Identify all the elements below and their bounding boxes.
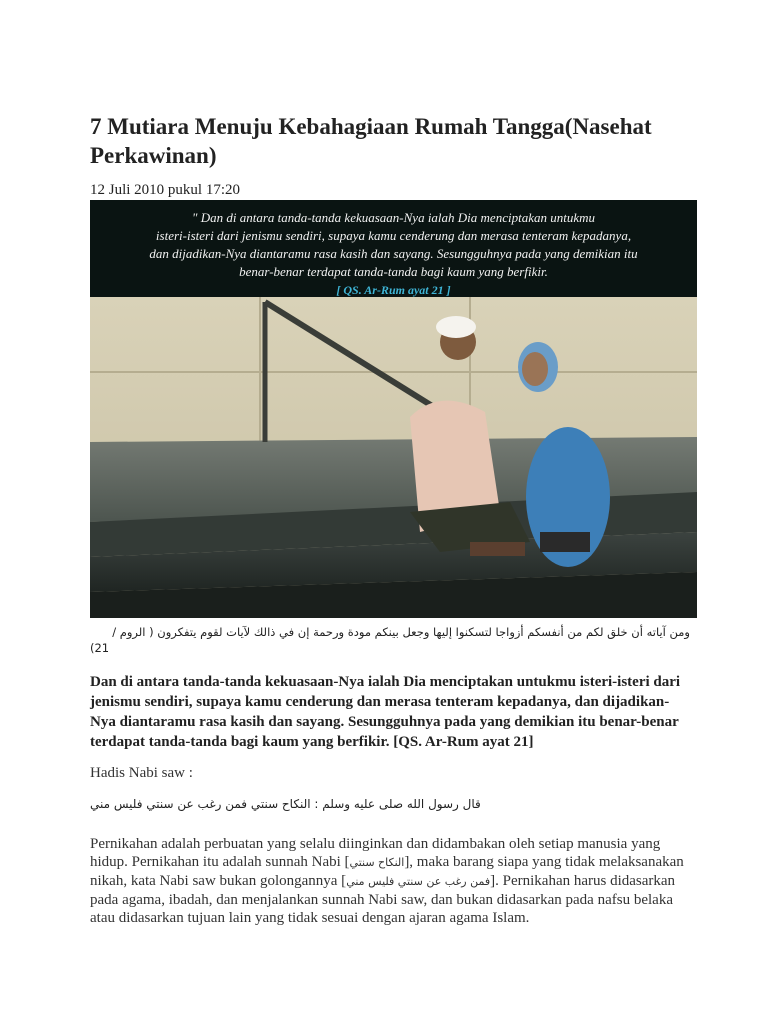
hadis-arabic: قال رسول الله صلى عليه وسلم : النكاح سنتي فمن رغب عن سنتي فليس مني xyxy=(90,797,481,811)
couple-photo xyxy=(90,297,697,618)
verse-arabic xyxy=(90,624,690,656)
banner-reference: [ QS. Ar-Rum ayat 21 ] xyxy=(336,283,451,297)
hadis-label: Hadis Nabi saw : xyxy=(90,765,193,781)
banner-line-4: benar-benar terdapat tanda-tanda bagi kaum yang berfikir. xyxy=(239,264,548,279)
article-date: 12 Juli 2010 pukul 17:20 xyxy=(90,182,241,198)
verse-translation: Dan di antara tanda-tanda kekuasaan-Nya ialah Dia menciptakan untukmu isteri-isteri dari jenismu sendiri, supaya kamu cenderung dan merasa tenteram kepadanya, dan dijadikan-Nya diantaramu rasa kasih dan sayang. Sesungguhnya pada yang demikian itu benar-benar terdapat tanda-tanda bagi kaum yang berfikir. [QS. Ar-Rum ayat 21] xyxy=(90,674,681,750)
banner-line-3: dan dijadikan-Nya diantaramu rasa kasih dan sayang. Sesungguhnya pada yang demikian itu xyxy=(149,246,638,261)
banner-line-2: isteri-isteri dari jenismu sendiri, supaya kamu cenderung dan merasa tenteram kepadanya, xyxy=(155,228,632,243)
paragraph-part-3: ]. Pernikahan harus didasarkan pada agama, ibadah, dan menjalankan sunnah Nabi saw, dan bukan didasarkan pada nafsu belaka atau didasarkan tujuan lain yang tidak sesuai dengan ajaran agama Islam. xyxy=(90,873,676,926)
verse-arabic-line-1: ومن آياته أن خلق لكم من أنفسكم أزواجا لتسكنوا إليها وجعل بينكم مودة ورحمة إن في ذالك لآيات لقوم يتفكرون ( الروم / xyxy=(112,625,690,639)
quote-banner xyxy=(90,200,697,297)
paragraph-arabic-1: النكاح سنتي xyxy=(349,856,405,869)
paragraph-arabic-2: فمن رغب عن سنتي فليس مني xyxy=(346,875,491,888)
article-image xyxy=(90,200,697,618)
verse-arabic-line-2: (21 xyxy=(90,641,110,655)
body-paragraph xyxy=(90,835,690,927)
paragraph-part-1: Pernikahan adalah perbuatan yang selalu diinginkan dan didambakan oleh setiap manusia yang hidup. Pernikahan itu adalah sunnah Nabi [ xyxy=(90,836,661,870)
article-title: 7 Mutiara Menuju Kebahagiaan Rumah Tangga(Nasehat Perkawinan) xyxy=(90,114,652,168)
paragraph-part-2: ], maka barang siapa yang tidak melaksanakan nikah, kata Nabi saw bukan golongannya [ xyxy=(90,854,684,889)
banner-line-1: " Dan di antara tanda-tanda kekuasaan-Nya ialah Dia menciptakan untukmu xyxy=(192,210,595,225)
